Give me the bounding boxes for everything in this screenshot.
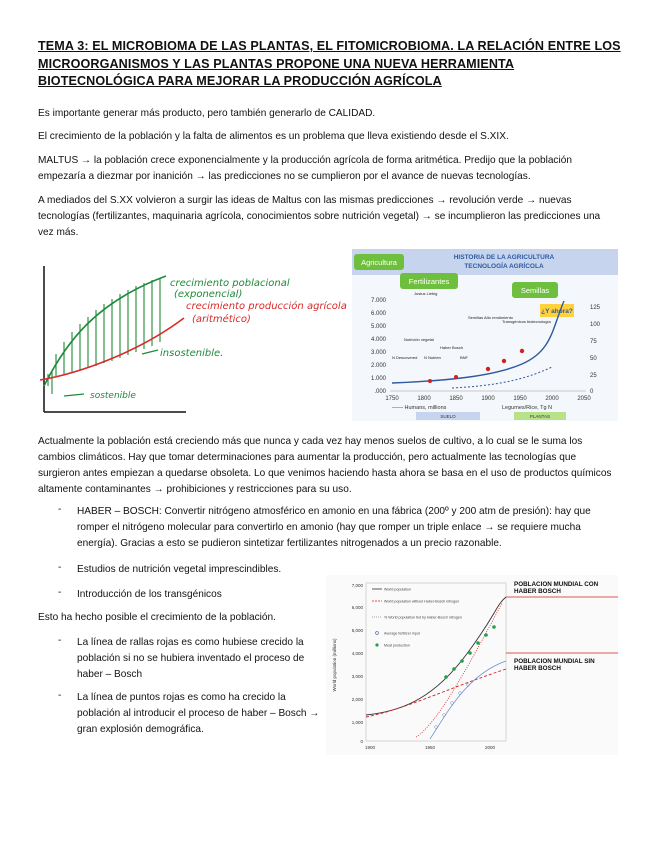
svg-text:100: 100 [590, 322, 601, 328]
svg-text:% World population fed by Habe: % World population fed by Haber-Bosch nitrogen [384, 615, 462, 620]
svg-text:0: 0 [360, 739, 363, 744]
svg-text:2.000: 2.000 [370, 363, 386, 369]
svg-text:N Nutrien: N Nutrien [424, 355, 441, 360]
svg-text:3,000: 3,000 [351, 674, 363, 679]
svg-text:1.000: 1.000 [370, 376, 386, 382]
bullet-dash: - [58, 635, 62, 646]
history-legend-2: Legumes/Rice, Tg N [502, 405, 553, 411]
paragraph-maltus: MALTUS → la población crece exponencialmente y la producción agrícola de forma aritmética. Predijo que la población empezaría a diezmar por inanición → las predicciones no se cumplieron por el avance de nuevas tecnologías. [38, 155, 572, 182]
svg-text:7,000: 7,000 [351, 583, 363, 588]
sketch-arrow-insostenible [142, 350, 158, 354]
svg-text:75: 75 [590, 339, 597, 345]
svg-text:1750: 1750 [385, 396, 399, 402]
svg-text:1900: 1900 [364, 745, 376, 750]
svg-text:6.000: 6.000 [370, 311, 386, 317]
tag-agricultura-label: Agricultura [361, 258, 397, 267]
svg-text:1950: 1950 [513, 396, 527, 402]
paragraph-mediados: A mediados del S.XX volvieron a surgir las ideas de Maltus con las mismas predicciones → revolución verde → nuevas tecnologías (fertilizantes, maquinaria agrícola, conocimientos sobre nutrición vegetal) → se incumplieron las predicciones una vez más. [38, 195, 601, 238]
paragraph-posible: Esto ha hecho posible el crecimiento de la población. [38, 612, 276, 623]
paragraph-crecimiento: El crecimiento de la población y la falta de alimentos es un problema que lleva existiendo desde el S.XIX. [38, 131, 509, 142]
svg-text:Semillas Alto rendimiento: Semillas Alto rendimiento [468, 315, 513, 320]
svg-text:5.000: 5.000 [370, 324, 386, 330]
svg-text:1850: 1850 [449, 396, 463, 402]
annot-with-line1: POBLACION MUNDIAL CON [514, 581, 599, 588]
svg-text:BNF: BNF [460, 355, 468, 360]
svg-text:Haber Bosch: Haber Bosch [440, 345, 464, 350]
paragraph-calidad: Es importante generar más producto, pero también generarlo de CALIDAD. [38, 108, 376, 119]
sketch-label-population-2: (exponencial) [174, 289, 243, 300]
annot-with-line2: HABER BOSCH [514, 588, 561, 595]
svg-text:6,000: 6,000 [351, 605, 363, 610]
sketch-label-sostenible: sostenible [90, 391, 136, 401]
svg-text:1,000: 1,000 [351, 720, 363, 725]
history-title-2: TECNOLOGÍA AGRÍCOLA [464, 263, 544, 270]
svg-text:3.000: 3.000 [370, 350, 386, 356]
svg-text:Transgénicos biotecnología: Transgénicos biotecnología [502, 319, 551, 324]
bullet-nutricion: Estudios de nutrición vegetal imprescindibles. [77, 564, 282, 575]
history-chart [352, 249, 618, 421]
svg-text:7.000: 7.000 [370, 298, 386, 304]
question-text: ¿Y ahora? [541, 308, 573, 315]
sketch-label-population: crecimiento poblacional [170, 278, 290, 289]
tag-semillas-label: Semillas [520, 286, 550, 295]
history-legend: —— Humans, millions [392, 405, 447, 411]
svg-text:0: 0 [590, 389, 594, 395]
svg-text:4,000: 4,000 [351, 651, 363, 656]
svg-text:2000: 2000 [545, 396, 559, 402]
bar-plantas-label: PLANTAS [529, 414, 551, 419]
svg-text:125: 125 [590, 305, 601, 311]
svg-text:Nutrición vegetal: Nutrición vegetal [404, 337, 434, 342]
svg-text:50: 50 [590, 356, 597, 362]
sketch-population-curve [44, 276, 166, 386]
svg-text:N Descovered: N Descovered [392, 355, 418, 360]
population-chart [326, 575, 618, 755]
svg-text:Average fertilizer input: Average fertilizer input [384, 631, 420, 636]
svg-text:Meat production: Meat production [384, 643, 410, 648]
sketch-arrow-sostenible [64, 394, 84, 396]
malthus-sketch [36, 262, 354, 422]
population-chart-bg [326, 575, 618, 755]
history-title-1: HISTORIA DE LA AGRICULTURA [453, 254, 555, 261]
tag-fertilizantes-label: Fertilizantes [408, 277, 450, 286]
annot-without-line1: POBLACION MUNDIAL SIN [514, 658, 595, 665]
page-title: TEMA 3: EL MICROBIOMA DE LAS PLANTAS, EL FITOMICROBIOMA. LA RELACIÓN ENTRE LOS MICROORGANISMOS Y LAS PLANTAS PROPONE UNA NUEVA HERRAMIENTA BIOTECNOLÓGICA PARA MEJORAR LA PRODUCCIÓN AGRÍCOLA [38, 39, 621, 88]
bullet-haber-bosch: HABER – BOSCH: Convertir nitrógeno atmosférico en amonio en una fábrica (200º y 200 atm de presión): hay que romper el nitrógeno molecular para convertirlo en amonio (hay que romper un triple enlace → se requiere mucha energía). Gracias a esto se pudieron sintetizar fertilizantes nitrogenados a un precio razonable. [77, 506, 591, 549]
svg-text:World population: World population [384, 587, 411, 592]
bullet-rallas: La línea de rallas rojas es como hubiese crecido la población si no se hubiera inventado el proceso de haber – Bosch [77, 637, 305, 680]
svg-text:Justus Liebig: Justus Liebig [414, 291, 438, 296]
svg-text:5,000: 5,000 [351, 628, 363, 633]
svg-text:2000: 2000 [484, 745, 496, 750]
sketch-label-production: crecimiento producción agrícola [186, 301, 347, 312]
population-ylabel: World population (millions) [332, 638, 337, 692]
svg-text:25: 25 [590, 373, 597, 379]
sketch-label-production-2: (aritmético) [192, 314, 251, 325]
svg-text:1800: 1800 [417, 396, 431, 402]
svg-text:World population without Haber: World population without Haber-Bosch nitrogen [384, 599, 460, 604]
svg-text:.000: .000 [374, 389, 386, 395]
svg-text:2050: 2050 [577, 396, 591, 402]
sketch-hatching [48, 278, 160, 394]
paragraph-actualmente: Actualmente la población está creciendo más que nunca y cada vez hay menos suelos de cultivo, a lo cual se le suma los cambios climáticos. Hay que tomar determinaciones para aumentar la producción, pero actualmente las tecnologías que surgieron antes empiezan a quedarse obsoleta. Lo que venimos haciendo hasta ahora se basa en el uso de productos químicos altamente contaminantes → prohibiciones y restricciones para su uso. [38, 436, 612, 495]
bullet-transgenicos: Introducción de los transgénicos [77, 589, 222, 600]
sketch-label-insostenible: insostenible. [160, 348, 224, 359]
svg-text:4.000: 4.000 [370, 337, 386, 343]
bullet-dash: - [58, 587, 62, 598]
bullet-puntos: La línea de puntos rojas es como ha crecido la población al introducir el proceso de haber – Bosch → gran explosión demográfica. [77, 692, 320, 735]
bullet-dash: - [58, 504, 62, 515]
bullet-dash: - [58, 690, 62, 701]
annot-without-line2: HABER BOSCH [514, 665, 561, 672]
bullet-dash: - [58, 562, 62, 573]
svg-text:1950: 1950 [424, 745, 436, 750]
svg-text:2,000: 2,000 [351, 697, 363, 702]
svg-text:1900: 1900 [481, 396, 495, 402]
bar-suelo-label: SUELO [440, 414, 456, 419]
